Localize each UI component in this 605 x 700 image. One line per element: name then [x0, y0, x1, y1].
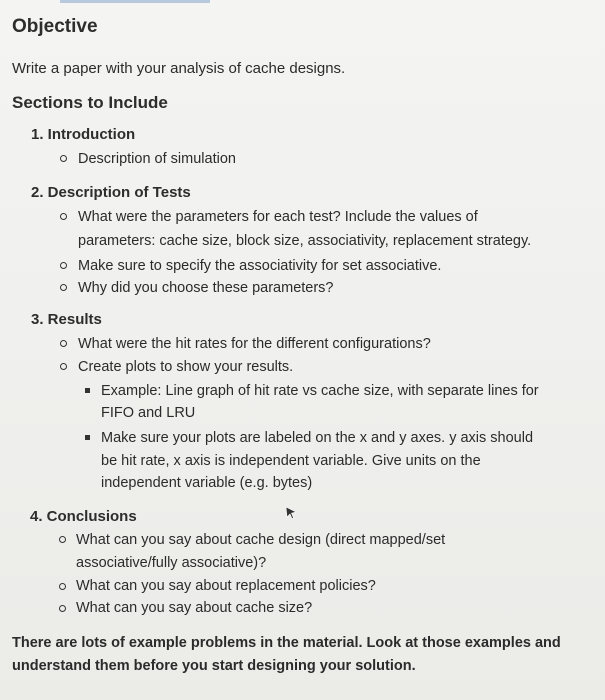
- sections-heading: Sections to Include: [12, 93, 168, 112]
- hollow-bullet-icon: [59, 605, 66, 612]
- list-item: What were the parameters for each test? Include the values of: [78, 209, 478, 225]
- list-item: Description of simulation: [78, 151, 236, 167]
- list-item: What can you say about replacement policies?: [76, 578, 376, 594]
- closing-note-line: understand them before you start designing your solution.: [12, 658, 416, 674]
- square-bullet-icon: [85, 435, 90, 440]
- hollow-bullet-icon: [60, 284, 67, 291]
- list-item: Make sure to specify the associativity for set associative.: [78, 258, 442, 274]
- hollow-bullet-icon: [60, 340, 67, 347]
- list-item-continued: parameters: cache size, block size, associativity, replacement strategy.: [78, 233, 532, 249]
- top-divider: [60, 0, 210, 3]
- list-item: What can you say about cache design (direct mapped/set: [76, 532, 446, 548]
- hollow-bullet-icon: [60, 262, 67, 269]
- page-title: Objective: [12, 16, 98, 37]
- sub-list-item: Make sure your plots are labeled on the x and y axes. y axis should: [101, 430, 534, 446]
- sub-list-item-continued: independent variable (e.g. bytes): [101, 475, 313, 491]
- hollow-bullet-icon: [60, 363, 67, 370]
- section-4-label: 4. Conclusions: [30, 508, 137, 525]
- closing-note-line: There are lots of example problems in the material. Look at those examples and: [12, 635, 561, 651]
- hollow-bullet-icon: [59, 536, 66, 543]
- sub-list-item-continued: be hit rate, x axis is independent variable. Give units on the: [101, 453, 481, 469]
- section-1-label: 1. Introduction: [31, 126, 136, 143]
- hollow-bullet-icon: [60, 155, 67, 162]
- list-item: What can you say about cache size?: [76, 600, 313, 616]
- list-item-continued: associative/fully associative)?: [76, 555, 267, 571]
- hollow-bullet-icon: [59, 583, 66, 590]
- section-3-label: 3. Results: [31, 311, 102, 328]
- list-item: What were the hit rates for the different configurations?: [78, 336, 431, 352]
- instruction-text: Write a paper with your analysis of cache designs.: [12, 60, 346, 77]
- list-item: Create plots to show your results.: [78, 359, 294, 375]
- sub-list-item-continued: FIFO and LRU: [101, 405, 196, 421]
- hollow-bullet-icon: [60, 213, 67, 220]
- square-bullet-icon: [85, 388, 90, 393]
- list-item: Why did you choose these parameters?: [78, 280, 334, 296]
- mouse-cursor-icon: [284, 506, 298, 520]
- section-2-label: 2. Description of Tests: [31, 184, 191, 201]
- sub-list-item: Example: Line graph of hit rate vs cache size, with separate lines for: [101, 383, 539, 399]
